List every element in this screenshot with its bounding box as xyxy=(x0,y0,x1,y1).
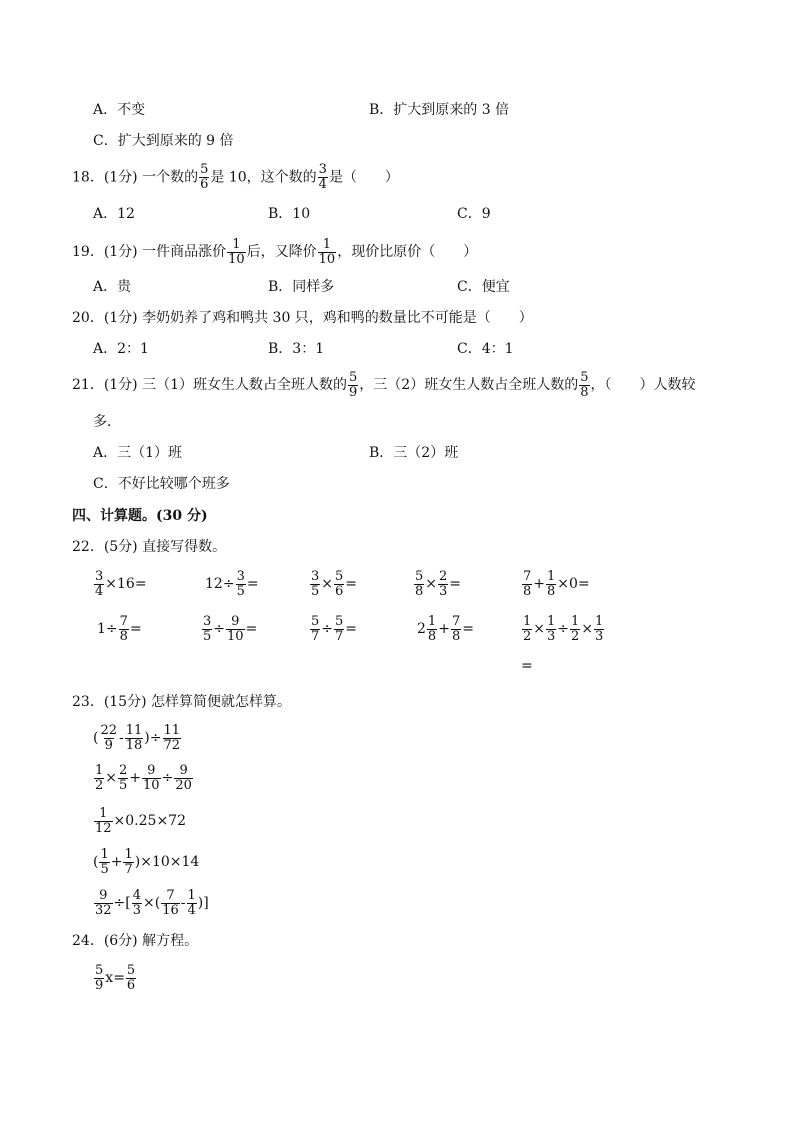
fraction: $\frac{1}{12}$ xyxy=(95,805,112,836)
q19-fraction-1: $\frac{1}{10}$ xyxy=(228,236,245,267)
q20-stem: 20．(1分) 李奶奶养了鸡和鸭共 30 只，鸡和鸭的数量比不可能是（ ） xyxy=(72,310,533,326)
fraction: $\frac{9}{10}$ xyxy=(227,613,244,644)
fraction: $\frac{7}{8}$ xyxy=(523,568,532,599)
q22-expr-1: $\frac{3}{4}$ ×16= xyxy=(95,568,147,599)
q22-expr-6: 1÷ $\frac{7}{8}$ = xyxy=(97,613,142,644)
q18-option-b[interactable]: B．10 xyxy=(268,206,311,222)
q19-stem xyxy=(72,236,477,268)
fraction: $\frac{7}{8}$ xyxy=(119,613,128,644)
fraction: $\frac{11}{18}$ xyxy=(125,722,143,753)
q22-expr-7: $\frac{3}{5}$ ÷ $\frac{9}{10}$ = xyxy=(203,613,258,644)
q21-stem xyxy=(72,369,696,401)
fraction: $\frac{9}{10}$ xyxy=(143,762,160,793)
q17-option-c[interactable]: C．扩大到原来的 9 倍 xyxy=(93,133,234,149)
q21-suffix: ，（ ）人数较 xyxy=(590,377,696,393)
q21-mid: ，三（2）班女生人数占全班人数的 xyxy=(359,377,579,393)
fraction: $\frac{2}{5}$ xyxy=(119,762,128,793)
fraction: $\frac{22}{9}$ xyxy=(100,722,118,753)
fraction: $\frac{3}{5}$ xyxy=(236,568,245,599)
q21-option-b[interactable]: B．三（2）班 xyxy=(369,445,459,461)
q17-option-a[interactable]: A．不变 xyxy=(93,102,146,118)
fraction: $\frac{1}{2}$ xyxy=(523,613,532,644)
q23-expr-5: $\frac{9}{32}$ ÷[ $\frac{4}{3}$ ×( $\frac{7}{16}$ - $\frac{1}{4}$ )] xyxy=(95,887,209,918)
fraction: $\frac{1}{5}$ xyxy=(100,846,109,877)
fraction: $\frac{1}{2}$ xyxy=(571,613,580,644)
fraction: $\frac{3}{5}$ xyxy=(311,568,320,599)
q19-option-a[interactable]: A．贵 xyxy=(93,279,132,295)
q23-expr-4: ( $\frac{1}{5}$ + $\frac{1}{7}$ )×10×14 xyxy=(93,846,200,877)
q18-mid: 是 10，这个数的 xyxy=(210,169,317,186)
fraction: $\frac{5}{6}$ xyxy=(335,568,344,599)
fraction: $\frac{7}{16}$ xyxy=(162,887,179,918)
q22-expr-3: $\frac{3}{5}$ × $\frac{5}{6}$ = xyxy=(311,568,358,599)
fraction: $\frac{4}{3}$ xyxy=(132,887,142,918)
q21-fraction-2: $\frac{5}{8}$ xyxy=(580,369,589,400)
q21-option-c[interactable]: C．不好比较哪个班多 xyxy=(93,476,230,492)
q20-option-b[interactable]: B．3：1 xyxy=(268,341,325,357)
q24-equation: $\frac{5}{9}$ x= $\frac{5}{6}$ xyxy=(95,962,136,993)
section-4-title: 四、计算题。(30 分) xyxy=(72,508,208,524)
q21-stem-continued: 多． xyxy=(93,414,121,430)
fraction: $\frac{5}{8}$ xyxy=(415,568,424,599)
fraction: $\frac{9}{20}$ xyxy=(175,762,192,793)
q19-option-c[interactable]: C．便宜 xyxy=(457,279,510,295)
fraction: $\frac{5}{7}$ xyxy=(311,613,320,644)
q23-title: 23．(15分) 怎样算简便就怎样算。 xyxy=(72,694,292,710)
q19-suffix: ，现价比原价（ ） xyxy=(337,244,478,260)
fraction: $\frac{11}{72}$ xyxy=(163,722,181,753)
q19-fraction-2: $\frac{1}{10}$ xyxy=(318,236,336,267)
q20-option-c[interactable]: C．4：1 xyxy=(457,341,514,357)
fraction: $\frac{1}{4}$ xyxy=(187,887,196,918)
q22-expr-10-equals: = xyxy=(521,658,533,674)
q23-expr-3: $\frac{1}{12}$ ×0.25×72 xyxy=(95,805,186,836)
q21-prefix: 21．(1分) 三（1）班女生人数占全班人数的 xyxy=(72,377,348,393)
fraction: $\frac{3}{4}$ xyxy=(95,568,104,599)
q19-prefix: 19．(1分) 一件商品涨价 xyxy=(72,244,227,260)
q18-fraction-1: $\frac{5}{6}$ xyxy=(200,162,209,192)
fraction: $\frac{5}{7}$ xyxy=(335,613,344,644)
q23-expr-2: $\frac{1}{2}$ × $\frac{2}{5}$ + $\frac{9}{10}$ ÷ $\frac{9}{20}$ xyxy=(95,762,192,793)
q18-suffix: 是（ ） xyxy=(328,169,399,186)
q23-expr-1: ( $\frac{22}{9}$ - $\frac{11}{18}$ )÷ $\frac{11}{72}$ xyxy=(93,722,181,753)
q19-option-b[interactable]: B．同样多 xyxy=(268,279,335,295)
fraction: $\frac{1}{3}$ xyxy=(547,613,556,644)
fraction: $\frac{1}{7}$ xyxy=(124,846,133,877)
q18-stem xyxy=(72,163,399,192)
q18-option-c[interactable]: C．9 xyxy=(457,206,491,222)
q22-title: 22．(5分) 直接写得数。 xyxy=(72,539,227,555)
fraction: $\frac{3}{5}$ xyxy=(203,613,212,644)
fraction: $\frac{7}{8}$ xyxy=(451,613,461,644)
q22-expr-10: $\frac{1}{2}$ × $\frac{1}{3}$ ÷ $\frac{1}{2}$ × $\frac{1}{3}$ xyxy=(523,613,604,644)
q22-expr-2: 12÷ $\frac{3}{5}$ = xyxy=(205,568,259,599)
q19-mid: 后，又降价 xyxy=(246,244,317,260)
fraction: $\frac{9}{32}$ xyxy=(95,887,112,918)
q17-option-b[interactable]: B．扩大到原来的 3 倍 xyxy=(369,102,510,118)
fraction: $\frac{2}{3}$ xyxy=(439,568,448,599)
q21-fraction-1: $\frac{5}{9}$ xyxy=(349,369,358,400)
fraction: $\frac{1}{8}$ xyxy=(427,613,437,644)
q24-title: 24．(6分) 解方程。 xyxy=(72,933,199,949)
q22-expr-4: $\frac{5}{8}$ × $\frac{2}{3}$ = xyxy=(415,568,462,599)
q22-expr-9: 2 $\frac{1}{8}$ + $\frac{7}{8}$ = xyxy=(417,613,474,644)
fraction: $\frac{1}{3}$ xyxy=(595,613,604,644)
q18-option-a[interactable]: A．12 xyxy=(93,206,135,222)
fraction: $\frac{5}{6}$ xyxy=(126,962,136,993)
q18-prefix: 18．(1分) 一个数的 xyxy=(72,169,199,186)
q20-option-a[interactable]: A．2：1 xyxy=(93,341,149,357)
fraction: $\frac{1}{8}$ xyxy=(547,568,556,599)
fraction: $\frac{5}{9}$ xyxy=(95,962,104,993)
q22-expr-5: $\frac{7}{8}$ + $\frac{1}{8}$ ×0= xyxy=(523,568,590,599)
q18-fraction-2: $\frac{3}{4}$ xyxy=(318,162,327,192)
q22-expr-8: $\frac{5}{7}$ ÷ $\frac{5}{7}$ = xyxy=(311,613,358,644)
q21-option-a[interactable]: A．三（1）班 xyxy=(93,445,183,461)
fraction: $\frac{1}{2}$ xyxy=(95,762,104,793)
